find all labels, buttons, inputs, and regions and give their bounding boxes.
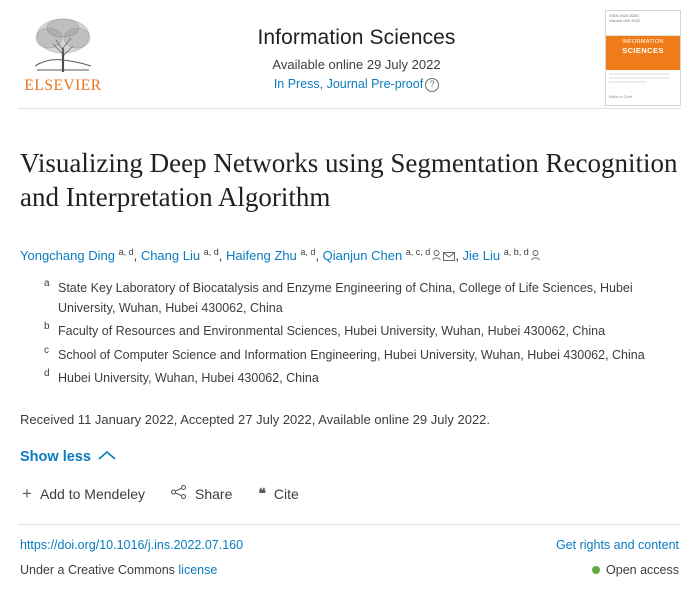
corresponding-author-email-icon[interactable] [443, 247, 455, 268]
header-divider [18, 108, 681, 109]
author-name[interactable]: Chang Liu [140, 247, 201, 263]
journal-info [108, 10, 605, 92]
affiliation-item [44, 369, 679, 388]
get-rights-link[interactable]: Get rights and content [556, 538, 679, 553]
share-label: Share [195, 485, 233, 502]
author-affiliation-marks: a, d [203, 246, 219, 257]
help-icon[interactable]: ? [425, 78, 439, 92]
journal-cover-thumbnail[interactable] [605, 10, 681, 106]
author-affiliation-marks: a, b, d [503, 246, 529, 257]
affiliation-marker: a [44, 278, 50, 290]
article-footer [0, 525, 699, 577]
affiliation-text: Faculty of Resources and Environmental Sciences, Hubei University, Wuhan, Hubei 430062, China [58, 324, 606, 339]
cover-brand-band [606, 36, 680, 70]
author-profile-icon[interactable] [531, 247, 540, 268]
elsevier-tree-icon [27, 14, 99, 76]
author-list [0, 239, 699, 270]
footer-row-doi [20, 538, 679, 552]
press-status-label: In Press, Journal Pre-proof [273, 77, 424, 91]
available-online-text: Available online 29 July 2022 [272, 57, 441, 72]
author-name[interactable]: Jie Liu [462, 247, 501, 263]
journal-title: Information Sciences [257, 26, 456, 49]
article-dates: Received 11 January 2022, Accepted 27 July 2022, Available online 29 July 2022. [20, 412, 491, 428]
author-name[interactable]: Haifeng Zhu [225, 247, 297, 263]
cite-label: Cite [273, 485, 299, 502]
cover-footer-text: Editor-in-Chief [609, 95, 632, 99]
affiliation-item [44, 346, 679, 365]
author-entry[interactable] [141, 248, 219, 263]
show-less-button[interactable] [0, 427, 699, 465]
author-entry[interactable] [20, 248, 134, 263]
elsevier-logo [18, 10, 108, 95]
author-separator: , [218, 247, 226, 263]
cover-brand-line1: INFORMATION [622, 39, 664, 45]
author-entry[interactable] [323, 248, 456, 263]
cover-brand-line2: SCIENCES [622, 46, 664, 55]
cite-button[interactable] [258, 485, 298, 502]
affiliation-marker: d [44, 367, 50, 379]
page-title: Visualizing Deep Networks using Segmentation Recognition and Interpretation Algorithm [20, 148, 678, 212]
cover-volume: Volume 000 2022 [609, 18, 641, 24]
cover-placeholder-line [609, 77, 670, 79]
license-link[interactable]: license [178, 563, 218, 578]
author-entry[interactable] [226, 248, 315, 263]
author-separator: , [315, 247, 323, 263]
quote-icon: ❝ [258, 485, 266, 502]
add-to-mendeley-button[interactable] [22, 485, 145, 502]
author-entry[interactable] [463, 248, 540, 263]
open-access-dot-icon [592, 566, 600, 574]
license-text [20, 563, 217, 577]
show-less-label: Show less [20, 449, 91, 466]
affiliation-item [44, 279, 679, 318]
article-actions [0, 465, 699, 502]
chevron-up-icon [98, 449, 116, 465]
author-profile-icon[interactable] [432, 247, 441, 268]
press-status[interactable] [108, 77, 605, 92]
affiliation-marker: b [44, 321, 50, 333]
plus-icon: + [22, 484, 32, 504]
add-to-mendeley-label: Add to Mendeley [39, 485, 146, 502]
author-affiliation-marks: a, d [118, 246, 134, 257]
cover-placeholder-line [609, 81, 646, 83]
doi-link[interactable]: https://doi.org/10.1016/j.ins.2022.07.160 [20, 538, 244, 553]
author-separator: , [133, 247, 141, 263]
cover-top-strip [606, 11, 680, 36]
affiliation-text: State Key Laboratory of Biocatalysis and Enzyme Engineering of China, College of Life Sciences, Hubei University, Wuhan, Hubei 430062, China [58, 281, 633, 315]
affiliation-marker: c [44, 344, 49, 356]
cover-lower-area [606, 70, 680, 106]
cover-placeholder-line [609, 73, 670, 75]
cover-issn: ISSN 0020-0255 [609, 13, 639, 18]
page-header [0, 0, 699, 108]
affiliation-item [44, 322, 679, 341]
affiliation-text: School of Computer Science and Information Engineering, Hubei University, Wuhan, Hubei 430062, China [58, 347, 645, 362]
author-separator: , [455, 247, 463, 263]
affiliation-text: Hubei University, Wuhan, Hubei 430062, China [58, 370, 319, 385]
author-name[interactable]: Yongchang Ding [20, 247, 115, 263]
author-affiliation-marks: a, d [300, 246, 316, 257]
author-affiliation-marks: a, c, d [405, 246, 431, 257]
elsevier-wordmark: ELSEVIER [24, 77, 102, 94]
affiliation-list [0, 269, 699, 388]
share-icon [171, 485, 187, 502]
open-access-badge [592, 563, 679, 577]
author-name[interactable]: Qianjun Chen [322, 247, 403, 263]
share-button[interactable] [171, 485, 232, 502]
footer-row-license [20, 563, 679, 577]
open-access-label: Open access [606, 563, 679, 578]
license-prefix: Under a Creative Commons [20, 563, 175, 578]
